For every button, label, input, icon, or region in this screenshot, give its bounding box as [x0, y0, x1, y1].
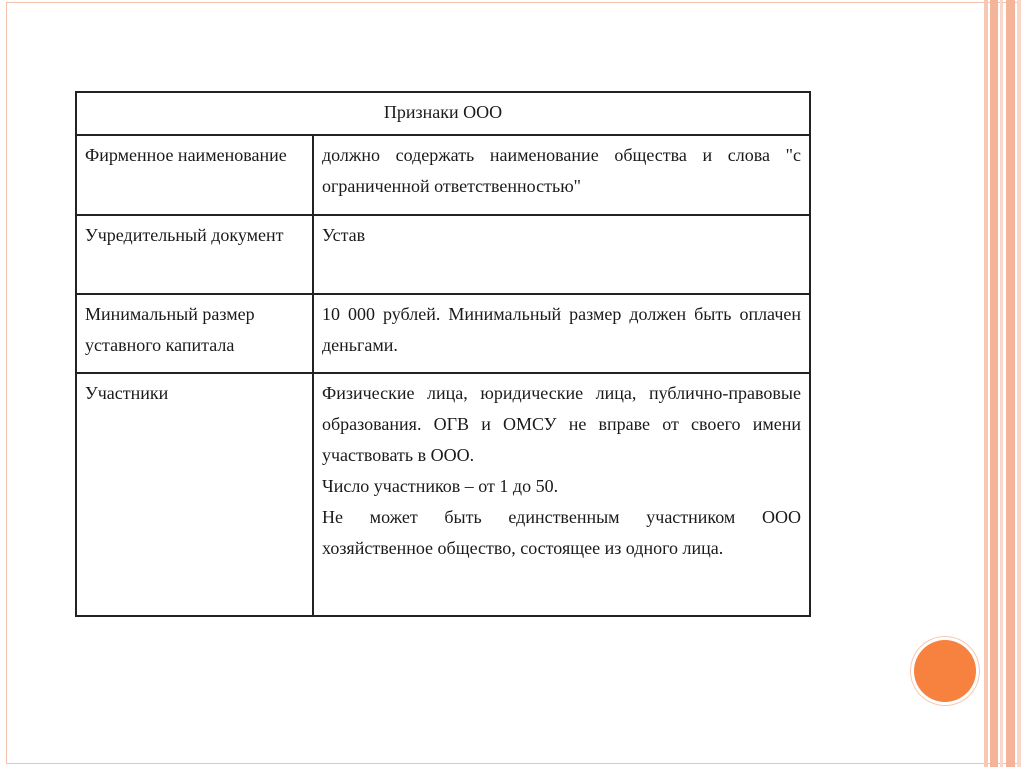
- decorative-stripe: [1006, 0, 1015, 767]
- table-row: [76, 373, 810, 616]
- participants-count: Число участников – от 1 до 50.: [322, 476, 559, 496]
- participants-restriction: Не может быть единственным участником ООО хозяйственное общество, состоящее из одного лица.: [322, 507, 801, 558]
- row-label: Учредительный документ: [76, 215, 313, 294]
- row-value: [313, 373, 810, 616]
- row-label: Минимальный размер уставного капитала: [76, 294, 313, 373]
- table-row: [76, 215, 810, 294]
- table-header: Признаки ООО: [76, 92, 810, 135]
- table-row: [76, 135, 810, 215]
- table-row: [76, 294, 810, 373]
- participants-paragraph: Физические лица, юридические лица, публично-правовые образования. ОГВ и ОМСУ не вправе от своего имени участвовать в ООО.: [322, 383, 801, 465]
- row-value: должно содержать наименование общества и слова "с ограниченной ответственностью": [313, 135, 810, 215]
- decorative-stripe: [1000, 0, 1003, 767]
- table-header-row: [76, 92, 810, 135]
- decorative-stripe: [1017, 0, 1021, 767]
- row-value: 10 000 рублей. Минимальный размер должен быть оплачен деньгами.: [313, 294, 810, 373]
- ooo-features-table: [75, 91, 811, 617]
- row-value: Устав: [313, 215, 810, 294]
- decorative-stripe: [990, 0, 998, 767]
- decorative-circle: [914, 640, 976, 702]
- row-label: Фирменное наименование: [76, 135, 313, 215]
- row-label: Участники: [76, 373, 313, 616]
- decorative-stripe: [984, 0, 988, 767]
